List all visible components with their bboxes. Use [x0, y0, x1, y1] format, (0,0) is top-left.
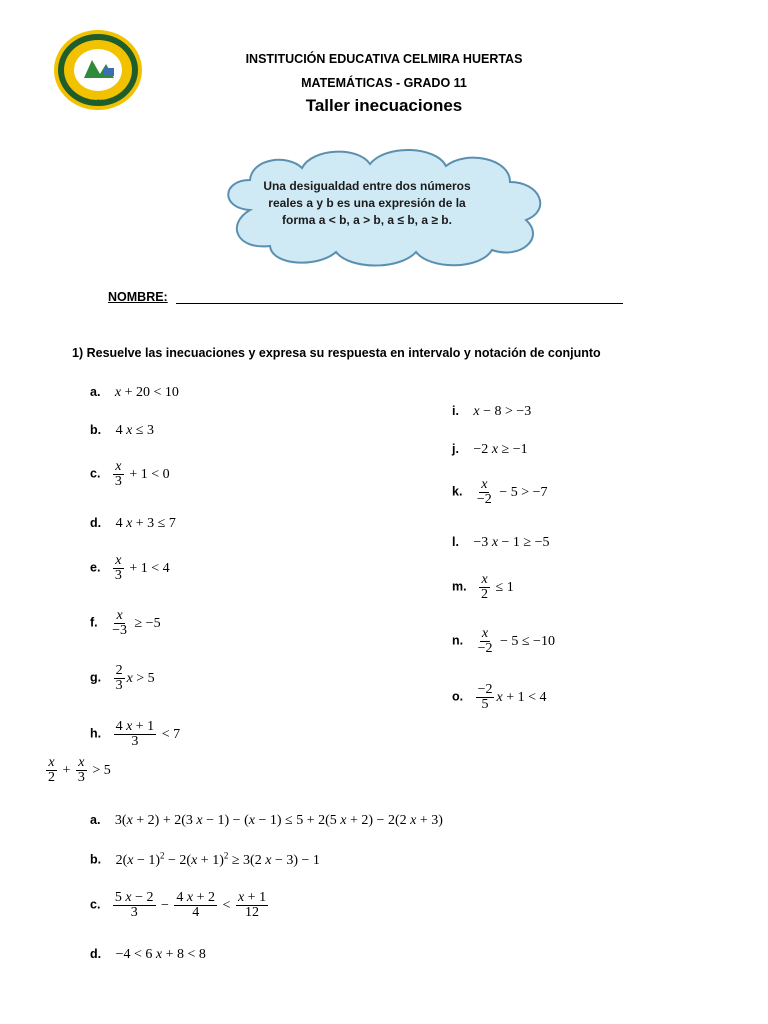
question-1-instructions: 1) Resuelve las inecuaciones y expresa su respuesta en intervalo y notación de conjunto: [72, 346, 601, 360]
item-label: l.: [452, 535, 459, 549]
exercise-2d: d. −4 < 6 x + 8 < 8: [90, 947, 206, 962]
exercise-e: e. $\frac{x}{3}$ + 1 < 4: [90, 553, 170, 583]
exercise-2c: c. $\frac{5 x - 2}{3}$ − $\frac{4 x + 2}{4}$ < $\frac{x + 1}{12}$: [90, 890, 267, 920]
item-label: a.: [90, 385, 101, 399]
exercise-c: c. $\frac{x}{3}$ + 1 < 0: [90, 459, 170, 489]
item-label: b.: [90, 852, 102, 867]
exercise-j: j. −2 x ≥ −1: [452, 442, 528, 457]
item-label: d.: [90, 516, 102, 530]
exercise-n: n. $\frac{x}{-2}$ − 5 ≤ −10: [452, 626, 555, 656]
item-label: a.: [90, 813, 101, 827]
item-label: b.: [90, 423, 102, 437]
exercise-2b: b. $2(x - 1)^2 - 2(x + 1)^2 \ge 3(2$ x − 3) − 1: [90, 850, 320, 868]
item-label: d.: [90, 947, 102, 961]
name-field-line[interactable]: [176, 303, 623, 304]
item-label: n.: [452, 633, 464, 648]
exercise-o: o. $\frac{-2}{5}$ x + 1 < 4: [452, 682, 547, 712]
exercise-m: m. $\frac{x}{2}$ ≤ 1: [452, 572, 514, 602]
subject-grade: MATEMÁTICAS - GRADO 11: [301, 76, 467, 90]
exercise-2a: a. 3(x + 2) + 2(3 x − 1) − (x − 1) ≤ 5 + 2(5 x + 2) − 2(2 x + 3): [90, 813, 443, 828]
item-label: o.: [452, 689, 464, 704]
exercise-g: g. $\frac{2}{3}$ x > 5: [90, 663, 155, 693]
name-label: NOMBRE:: [108, 290, 168, 304]
exercise-a: a. x + 20 < 10: [90, 385, 179, 400]
school-name: INSTITUCIÓN EDUCATIVA CELMIRA HUERTAS: [245, 52, 523, 66]
logo-bottom-text: BAGUE: [87, 100, 109, 106]
exercise-b: b. 4 x ≤ 3: [90, 423, 154, 438]
exercise-f: f. $\frac{x}{-3}$ ≥ −5: [90, 608, 161, 638]
item-label: f.: [90, 615, 98, 630]
item-label: g.: [90, 670, 102, 685]
definition-text: Una desigualdad entre dos números reales a y b es una expresión de la forma a < b, a > b, a ≤ b, a ≥ b.: [263, 179, 471, 227]
exercise-k: k. $\frac{x}{-2}$ − 5 > −7: [452, 477, 548, 507]
item-label: j.: [452, 442, 459, 456]
item-label: c.: [90, 466, 101, 481]
item-label: m.: [452, 579, 467, 594]
item-label: k.: [452, 484, 463, 499]
item-label: h.: [90, 726, 102, 741]
exercise-d: d. 4 x + 3 ≤ 7: [90, 516, 176, 531]
item-label: e.: [90, 560, 101, 575]
item-label: i.: [452, 404, 459, 418]
extra-expression: $\frac{x}{2}$ + $\frac{x}{3}$ > 5: [48, 755, 111, 785]
exercise-h: h. $\frac{4 x + 1}{3}$ < 7: [90, 719, 181, 749]
exercise-l: l. −3 x − 1 ≥ −5: [452, 535, 550, 550]
exercise-i: i. x − 8 > −3: [452, 404, 532, 419]
page-title: Taller inecuaciones: [305, 96, 463, 115]
item-label: c.: [90, 897, 101, 912]
